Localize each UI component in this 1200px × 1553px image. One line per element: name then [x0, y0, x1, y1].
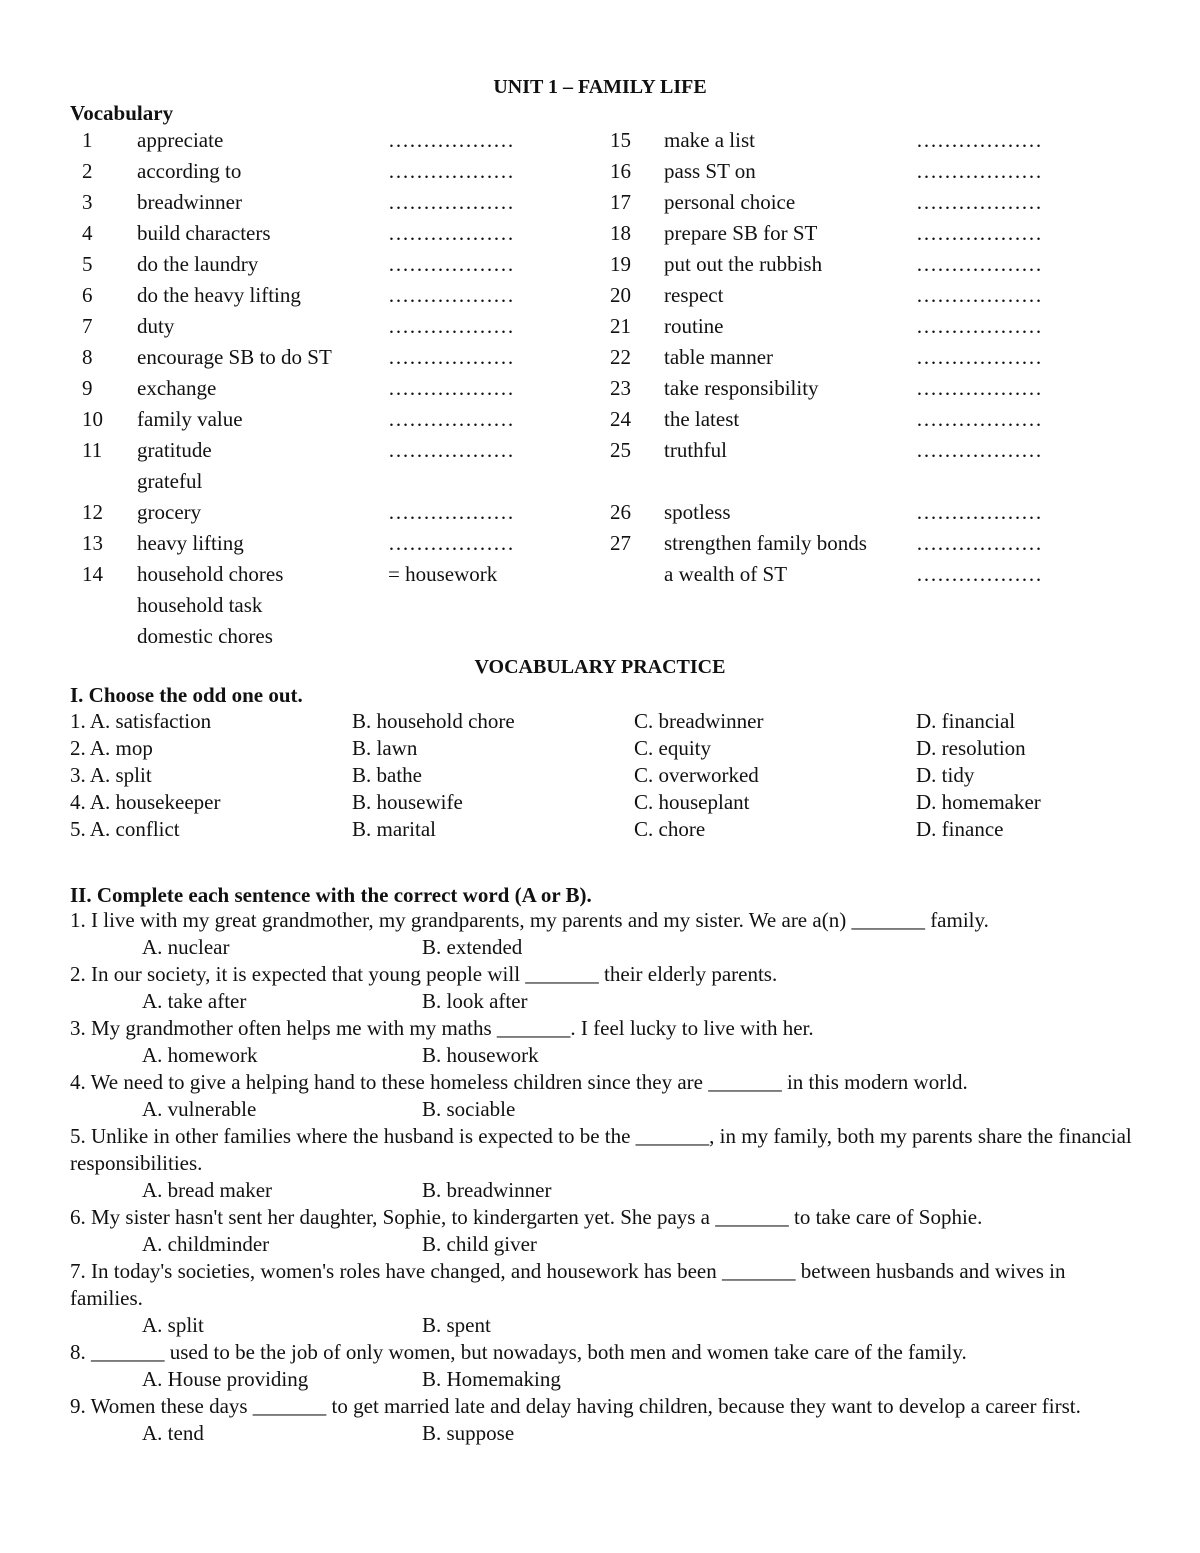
answer-options — [70, 1042, 1132, 1069]
vocab-blank: ……………… — [916, 283, 1042, 307]
option-c: C. equity — [634, 736, 711, 760]
question-list — [70, 907, 1132, 1447]
odd-one-out-row — [70, 789, 1130, 816]
vocab-number: 7 — [82, 314, 93, 338]
question-text: 5. Unlike in other families where the husband is expected to be the _______, in my family, both my parents share the financial responsibilities. — [70, 1124, 1132, 1175]
page-title: UNIT 1 – FAMILY LIFE — [493, 76, 707, 98]
vocab-term: routine — [664, 314, 724, 338]
vocab-number: 8 — [82, 345, 93, 369]
answer-option-a: A. take after — [142, 989, 247, 1013]
vocab-blank: ……………… — [388, 128, 514, 152]
question-text: 7. In today's societies, women's roles have changed, and housework has been _______ between husbands and wives in families. — [70, 1259, 1066, 1310]
question-item — [70, 1204, 1132, 1258]
question-item — [70, 1339, 1132, 1393]
vocab-row — [70, 342, 1130, 373]
answer-option-a: A. homework — [142, 1043, 258, 1067]
vocab-blank: ……………… — [388, 314, 514, 338]
answer-option-a: A. vulnerable — [142, 1097, 257, 1121]
vocab-number: 13 — [82, 531, 103, 555]
option-a: 4. A. housekeeper — [70, 790, 221, 814]
question-item — [70, 1123, 1132, 1204]
vocab-number: 11 — [82, 438, 103, 462]
vocab-blank: ……………… — [388, 159, 514, 183]
vocab-number: 3 — [82, 190, 93, 214]
question-text: 2. In our society, it is expected that young people will _______ their elderly parents. — [70, 962, 778, 986]
vocab-blank: ……………… — [388, 283, 514, 307]
question-item — [70, 1258, 1132, 1339]
question-item — [70, 961, 1132, 1015]
answer-option-a: A. nuclear — [142, 935, 230, 959]
question-item — [70, 907, 1132, 961]
vocab-blank: ……………… — [388, 531, 514, 555]
option-d: D. tidy — [916, 763, 975, 787]
vocab-term: gratitude — [137, 438, 212, 462]
vocab-term: make a list — [664, 128, 755, 152]
practice-title: VOCABULARY PRACTICE — [474, 656, 726, 678]
answer-options — [70, 1366, 1132, 1393]
answer-option-a: A. bread maker — [142, 1178, 273, 1202]
vocab-row — [70, 249, 1130, 280]
odd-one-out-row — [70, 816, 1130, 843]
vocab-term: pass ST on — [664, 159, 756, 183]
answer-options — [70, 1420, 1132, 1447]
vocab-term: spotless — [664, 500, 731, 524]
question-item — [70, 1393, 1132, 1447]
vocab-term: personal choice — [664, 190, 796, 214]
vocab-term: put out the rubbish — [664, 252, 823, 276]
vocab-number: 21 — [610, 314, 631, 338]
vocab-term: the latest — [664, 407, 740, 431]
vocabulary-heading: Vocabulary — [70, 101, 174, 125]
answer-options — [70, 988, 1132, 1015]
vocab-number: 2 — [82, 159, 93, 183]
option-c: C. houseplant — [634, 790, 750, 814]
vocab-term: household chores — [137, 562, 284, 586]
option-d: D. homemaker — [916, 790, 1041, 814]
vocab-row — [70, 621, 1130, 652]
answer-option-b: B. extended — [422, 935, 523, 959]
vocab-blank: ……………… — [916, 438, 1042, 462]
vocab-row — [70, 528, 1130, 559]
vocab-number: 27 — [610, 531, 631, 555]
vocab-term: exchange — [137, 376, 217, 400]
vocab-blank: ……………… — [916, 128, 1042, 152]
vocab-number: 18 — [610, 221, 631, 245]
vocab-blank: ……………… — [388, 376, 514, 400]
vocab-number: 5 — [82, 252, 93, 276]
vocab-term: table manner — [664, 345, 774, 369]
vocab-row — [70, 466, 1130, 497]
answer-option-b: B. housework — [422, 1043, 539, 1067]
option-b: B. housewife — [352, 790, 463, 814]
vocab-blank: ……………… — [916, 190, 1042, 214]
vocab-term: do the heavy lifting — [137, 283, 301, 307]
vocab-term: take responsibility — [664, 376, 819, 400]
answer-option-b: B. look after — [422, 989, 528, 1013]
vocab-number: 10 — [82, 407, 103, 431]
option-d: D. financial — [916, 709, 1016, 733]
vocab-number: 12 — [82, 500, 103, 524]
vocab-blank: ……………… — [916, 345, 1042, 369]
option-c: C. overworked — [634, 763, 759, 787]
vocab-number: 20 — [610, 283, 631, 307]
answer-option-b: B. spent — [422, 1313, 491, 1337]
vocab-blank: ……………… — [916, 221, 1042, 245]
answer-option-b: B. suppose — [422, 1421, 515, 1445]
vocab-number: 24 — [610, 407, 631, 431]
vocab-blank: ……………… — [916, 500, 1042, 524]
vocab-term: build characters — [137, 221, 271, 245]
vocab-term: do the laundry — [137, 252, 259, 276]
vocab-term: appreciate — [137, 128, 224, 152]
vocab-term: domestic chores — [137, 624, 273, 648]
vocab-blank: ……………… — [916, 252, 1042, 276]
option-a: 3. A. split — [70, 763, 152, 787]
option-b: B. marital — [352, 817, 436, 841]
vocab-term: according to — [137, 159, 242, 183]
option-b: B. bathe — [352, 763, 422, 787]
vocab-term: heavy lifting — [137, 531, 244, 555]
vocab-term: grocery — [137, 500, 202, 524]
vocab-blank: ……………… — [388, 221, 514, 245]
question-text: 4. We need to give a helping hand to these homeless children since they are _______ in this modern world. — [70, 1070, 968, 1094]
odd-one-out-row — [70, 735, 1130, 762]
answer-option-b: B. child giver — [422, 1232, 537, 1256]
vocab-number: 9 — [82, 376, 93, 400]
question-text: 3. My grandmother often helps me with my maths _______. I feel lucky to live with her. — [70, 1016, 814, 1040]
question-text: 1. I live with my great grandmother, my grandparents, my parents and my sister. We are a(n) _______ family. — [70, 908, 989, 932]
question-item — [70, 1015, 1132, 1069]
vocab-term: breadwinner — [137, 190, 242, 214]
vocab-term: family value — [137, 407, 243, 431]
vocab-term: truthful — [664, 438, 727, 462]
vocab-number: 25 — [610, 438, 631, 462]
question-text: 6. My sister hasn't sent her daughter, Sophie, to kindergarten yet. She pays a _______ to take care of Sophie. — [70, 1205, 983, 1229]
option-b: B. household chore — [352, 709, 515, 733]
vocab-blank: ……………… — [388, 345, 514, 369]
vocab-term: prepare SB for ST — [664, 221, 818, 245]
answer-option-b: B. breadwinner — [422, 1178, 552, 1202]
vocab-number: 6 — [82, 283, 93, 307]
option-d: D. finance — [916, 817, 1004, 841]
vocab-number: 16 — [610, 159, 631, 183]
vocab-blank: ……………… — [916, 314, 1042, 338]
answer-options — [70, 1096, 1132, 1123]
odd-one-out-row — [70, 762, 1130, 789]
vocab-blank: ……………… — [916, 407, 1042, 431]
vocab-row — [70, 280, 1130, 311]
vocab-blank: ……………… — [388, 190, 514, 214]
vocab-term: grateful — [137, 469, 203, 493]
answer-option-a: A. tend — [142, 1421, 204, 1445]
vocab-number: 19 — [610, 252, 631, 276]
question-item — [70, 1069, 1132, 1123]
vocab-row — [70, 187, 1130, 218]
odd-one-out-table — [70, 708, 1130, 843]
vocab-row — [70, 311, 1130, 342]
vocab-row — [70, 497, 1130, 528]
vocab-blank: ……………… — [916, 562, 1042, 586]
odd-one-out-row — [70, 708, 1130, 735]
vocab-blank: ……………… — [916, 376, 1042, 400]
vocab-term: duty — [137, 314, 175, 338]
vocab-number: 22 — [610, 345, 631, 369]
option-a: 2. A. mop — [70, 736, 153, 760]
answer-option-a: A. childminder — [142, 1232, 270, 1256]
vocab-row — [70, 125, 1130, 156]
vocab-row — [70, 404, 1130, 435]
vocab-row — [70, 373, 1130, 404]
vocab-blank: ……………… — [388, 252, 514, 276]
option-c: C. breadwinner — [634, 709, 764, 733]
option-b: B. lawn — [352, 736, 418, 760]
vocab-term: respect — [664, 283, 724, 307]
answer-option-a: A. House providing — [142, 1367, 309, 1391]
answer-options — [70, 1312, 1132, 1339]
answer-options — [70, 1177, 1132, 1204]
answer-option-b: B. Homemaking — [422, 1367, 561, 1391]
vocab-term: strengthen family bonds — [664, 531, 867, 555]
vocab-blank: ……………… — [388, 407, 514, 431]
vocab-number: 17 — [610, 190, 631, 214]
option-c: C. chore — [634, 817, 706, 841]
vocab-term: encourage SB to do ST — [137, 345, 332, 369]
section-1-heading: I. Choose the odd one out. — [70, 683, 303, 707]
vocab-blank: ……………… — [916, 531, 1042, 555]
vocab-blank: ……………… — [388, 438, 514, 462]
answer-options — [70, 1231, 1132, 1258]
option-a: 1. A. satisfaction — [70, 709, 212, 733]
vocab-number: 14 — [82, 562, 103, 586]
vocab-number: 26 — [610, 500, 631, 524]
vocab-number: 4 — [82, 221, 93, 245]
answer-option-a: A. split — [142, 1313, 204, 1337]
vocab-row — [70, 590, 1130, 621]
vocab-number: 1 — [82, 128, 93, 152]
vocab-row — [70, 156, 1130, 187]
vocab-term: a wealth of ST — [664, 562, 788, 586]
vocabulary-table — [70, 125, 1130, 652]
vocab-row — [70, 435, 1130, 466]
vocab-term: household task — [137, 593, 263, 617]
answer-option-b: B. sociable — [422, 1097, 516, 1121]
question-text: 8. _______ used to be the job of only women, but nowadays, both men and women take care of the family. — [70, 1340, 967, 1364]
option-a: 5. A. conflict — [70, 817, 180, 841]
vocab-number: 23 — [610, 376, 631, 400]
vocab-blank: ……………… — [916, 159, 1042, 183]
option-d: D. resolution — [916, 736, 1026, 760]
vocab-row — [70, 218, 1130, 249]
vocab-row — [70, 559, 1130, 590]
vocab-blank: ……………… — [388, 500, 514, 524]
answer-options — [70, 934, 1132, 961]
section-2-heading: II. Complete each sentence with the correct word (A or B). — [70, 883, 592, 907]
vocab-number: 15 — [610, 128, 631, 152]
question-text: 9. Women these days _______ to get married late and delay having children, because they want to develop a career first. — [70, 1394, 1081, 1418]
vocab-blank: = housework — [388, 562, 498, 586]
